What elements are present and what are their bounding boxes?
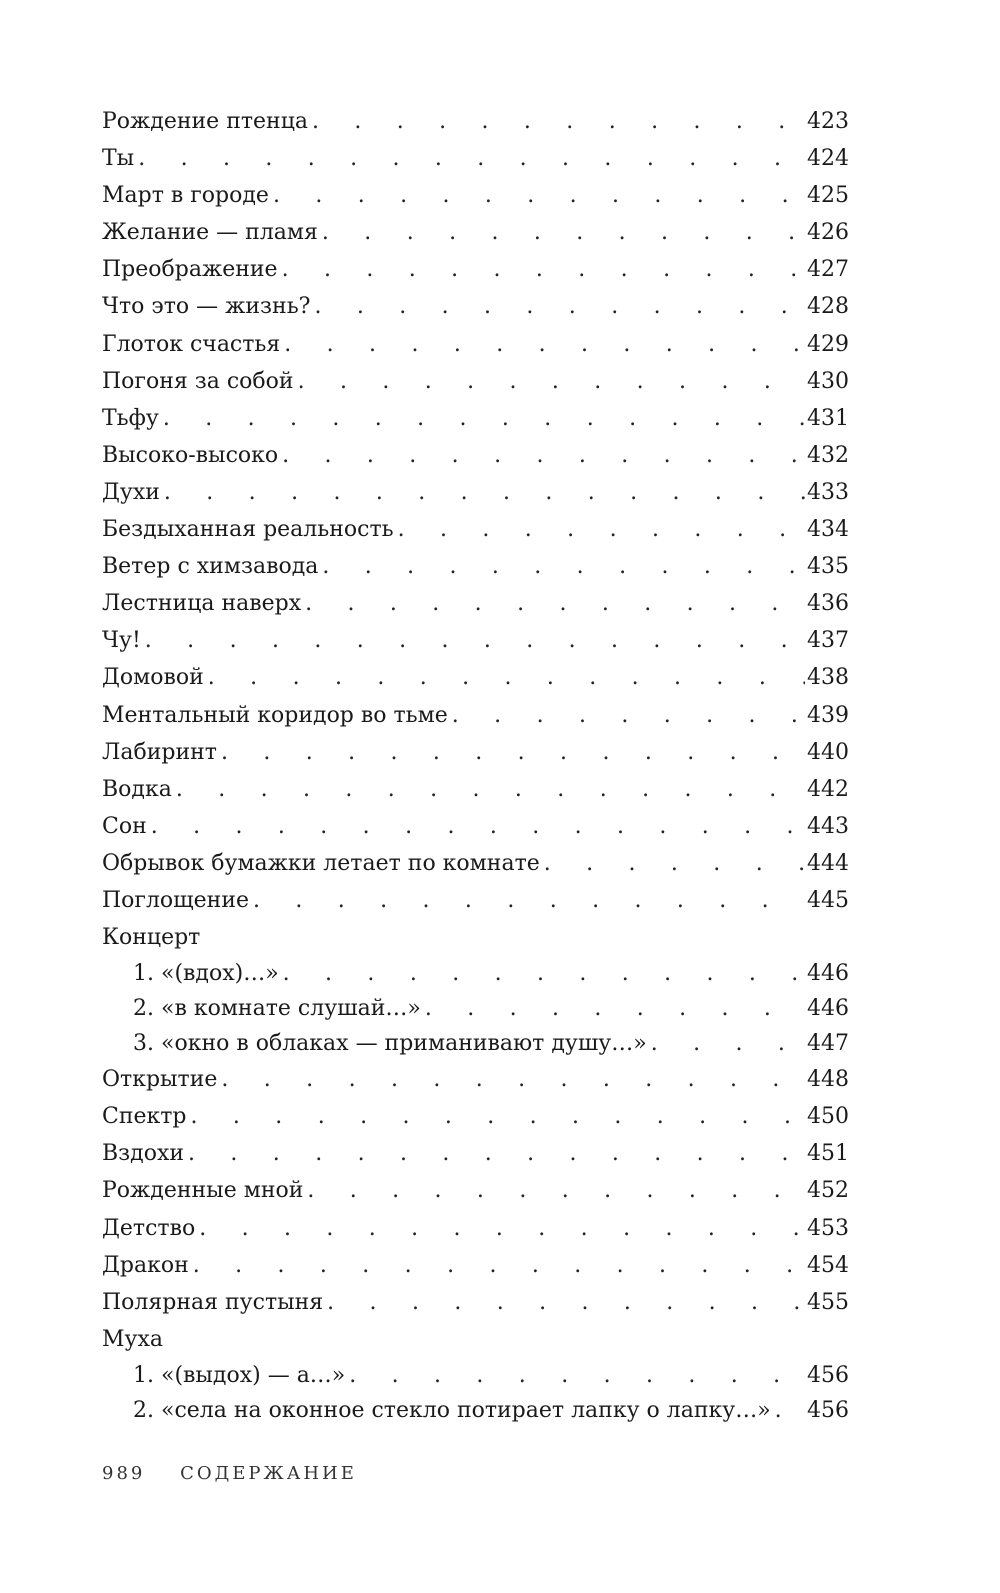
toc-entry-title: Концерт [102,925,201,951]
toc-entry [102,437,849,474]
toc-entry-page: 431 [807,405,849,431]
toc-entry-title: Высоко-высоко [102,442,279,468]
toc-entry-page: 427 [807,257,849,283]
toc-entry [102,140,849,177]
toc-entry [102,585,849,622]
dot-leader [327,1284,805,1321]
toc-entry-page: 424 [807,146,849,172]
toc-entry [102,474,849,511]
dot-leader [314,288,805,325]
toc-entry [102,103,849,140]
toc-entry-page: 450 [807,1104,849,1130]
toc-entry [102,1172,849,1209]
toc-entry [102,400,849,437]
dot-leader [349,1358,805,1393]
toc-entry-title: Лабиринт [102,739,217,765]
toc-entry-title: Ты [102,146,135,172]
toc-entry-page: 446 [807,961,849,987]
dot-leader [151,808,805,845]
toc-entry-page: 426 [807,220,849,246]
toc-entry-title: Духи [102,479,160,505]
dot-leader [188,1135,805,1172]
toc-entry-title: Полярная пустыня [102,1289,324,1315]
toc-entry-title: Водка [102,776,172,802]
toc-entry-page: 442 [807,776,849,802]
dot-leader [452,697,805,734]
toc-entry-page: 430 [807,368,849,394]
dot-leader [544,845,805,882]
toc-entry-page: 438 [807,665,849,691]
toc-entry-page: 453 [807,1215,849,1241]
toc-entry [102,659,849,696]
toc-entry-page: 454 [807,1252,849,1278]
toc-entry-title: Рожденные мной [102,1178,304,1204]
dot-leader [283,956,805,991]
dot-leader [193,1247,805,1284]
dot-leader [253,882,805,919]
toc-entry-page: 456 [807,1397,849,1423]
toc-entry [102,1026,849,1061]
dot-leader [221,734,805,771]
toc-entry [102,251,849,288]
toc-entry-page: 452 [807,1178,849,1204]
toc-entry-title: Спектр [102,1104,187,1130]
dot-leader [312,103,805,140]
toc-entry-page: 432 [807,442,849,468]
toc-entry-title: Ветер с химзавода [102,554,319,580]
toc-entry-title: 2. «в комнате слушай…» [133,996,421,1022]
dot-leader [164,474,805,511]
dot-leader [273,177,805,214]
toc-entry-title: Ментальный коридор во тьме [102,702,448,728]
folio-page-number: 989 [102,1463,146,1484]
dot-leader [651,1026,805,1061]
toc-entry-page: 456 [807,1362,849,1388]
toc-entry-title: Что это — жизнь? [102,294,311,320]
running-head-section: СОДЕРЖАНИЕ [180,1463,357,1484]
toc-entry [102,1321,849,1358]
dot-leader [163,400,805,437]
toc-entry [102,1098,849,1135]
toc-entry [102,622,849,659]
dot-leader [191,1098,805,1135]
toc-entry-title: Дракон [102,1252,189,1278]
page-footer [102,1463,357,1484]
toc-entry [102,288,849,325]
dot-leader [221,1061,805,1098]
toc-entry-page: 440 [807,739,849,765]
dot-leader [322,214,805,251]
toc-entry-page: 448 [807,1067,849,1093]
toc-entry-title: Домовой [102,665,204,691]
dot-leader [176,771,805,808]
toc-entry [102,919,849,956]
toc-entry-title: Март в городе [102,183,269,209]
toc-entry [102,1393,849,1428]
toc-entry [102,1135,849,1172]
toc-entry-page: 433 [807,479,849,505]
toc-entry [102,511,849,548]
toc-entry-title: Сон [102,813,147,839]
toc-entry-title: Желание — пламя [102,220,318,246]
toc-entry-title: 3. «окно в облаках — приманивают душу…» [133,1031,647,1057]
toc-entry [102,1284,849,1321]
toc-entry-title: Открытие [102,1067,218,1093]
toc-entry-title: Рождение птенца [102,109,308,134]
toc-entry-title: Погоня за собой [102,368,294,394]
toc-entry-title: Детство [102,1215,196,1241]
dot-leader [398,511,805,548]
toc-entry-page: 434 [807,517,849,543]
dot-leader [298,363,805,400]
dot-leader [305,585,805,622]
table-of-contents [102,103,849,1428]
toc-entry-title: Глоток счастья [102,331,281,357]
toc-entry [102,1061,849,1098]
toc-entry-title: Вздохи [102,1141,185,1167]
toc-entry [102,991,849,1026]
toc-entry [102,1247,849,1284]
toc-entry-page: 435 [807,554,849,580]
toc-entry-page: 447 [807,1031,849,1057]
toc-entry-page: 425 [807,183,849,209]
toc-entry-title: 1. «(вдох)…» [133,961,279,987]
toc-entry-page: 423 [807,109,849,134]
toc-entry-title: 1. «(выдох) — а…» [133,1362,346,1388]
toc-entry [102,845,849,882]
toc-entry [102,882,849,919]
toc-entry-title: 2. «села на оконное стекло потирает лапку о лапку…» [133,1397,771,1423]
toc-entry [102,363,849,400]
dot-leader [145,622,805,659]
toc-entry [102,771,849,808]
toc-entry-title: Поглощение [102,887,249,913]
dot-leader [307,1172,805,1209]
toc-entry [102,697,849,734]
toc-entry [102,326,849,363]
toc-entry [102,548,849,585]
toc-entry-title: Лестница наверх [102,591,302,617]
toc-entry [102,1358,849,1393]
dot-leader [284,326,805,363]
toc-entry-title: Тьфу [102,405,159,431]
dot-leader [208,659,805,696]
dot-leader [138,140,805,177]
toc-entry [102,1210,849,1247]
toc-entry-page: 437 [807,628,849,654]
dot-leader [425,991,805,1026]
toc-entry-title: Преображение [102,257,278,283]
toc-entry-page: 436 [807,591,849,617]
toc-entry-page: 428 [807,294,849,320]
dot-leader [199,1210,805,1247]
toc-entry-title: Чу! [102,628,141,654]
toc-entry-page: 451 [807,1141,849,1167]
toc-entry-title: Обрывок бумажки летает по комнате [102,850,540,876]
toc-entry [102,956,849,991]
toc-entry [102,734,849,771]
toc-entry-page: 455 [807,1289,849,1315]
toc-entry-title: Бездыханная реальность [102,517,394,543]
toc-entry [102,177,849,214]
toc-entry [102,808,849,845]
toc-entry-title: Муха [102,1326,163,1352]
dot-leader [322,548,805,585]
toc-entry [102,214,849,251]
dot-leader [282,437,805,474]
toc-entry-page: 443 [807,813,849,839]
toc-entry-page: 444 [807,850,849,876]
toc-entry-page: 446 [807,996,849,1022]
toc-entry-page: 429 [807,331,849,357]
dot-leader [775,1393,805,1428]
dot-leader [282,251,805,288]
toc-entry-page: 445 [807,887,849,913]
toc-entry-page: 439 [807,702,849,728]
